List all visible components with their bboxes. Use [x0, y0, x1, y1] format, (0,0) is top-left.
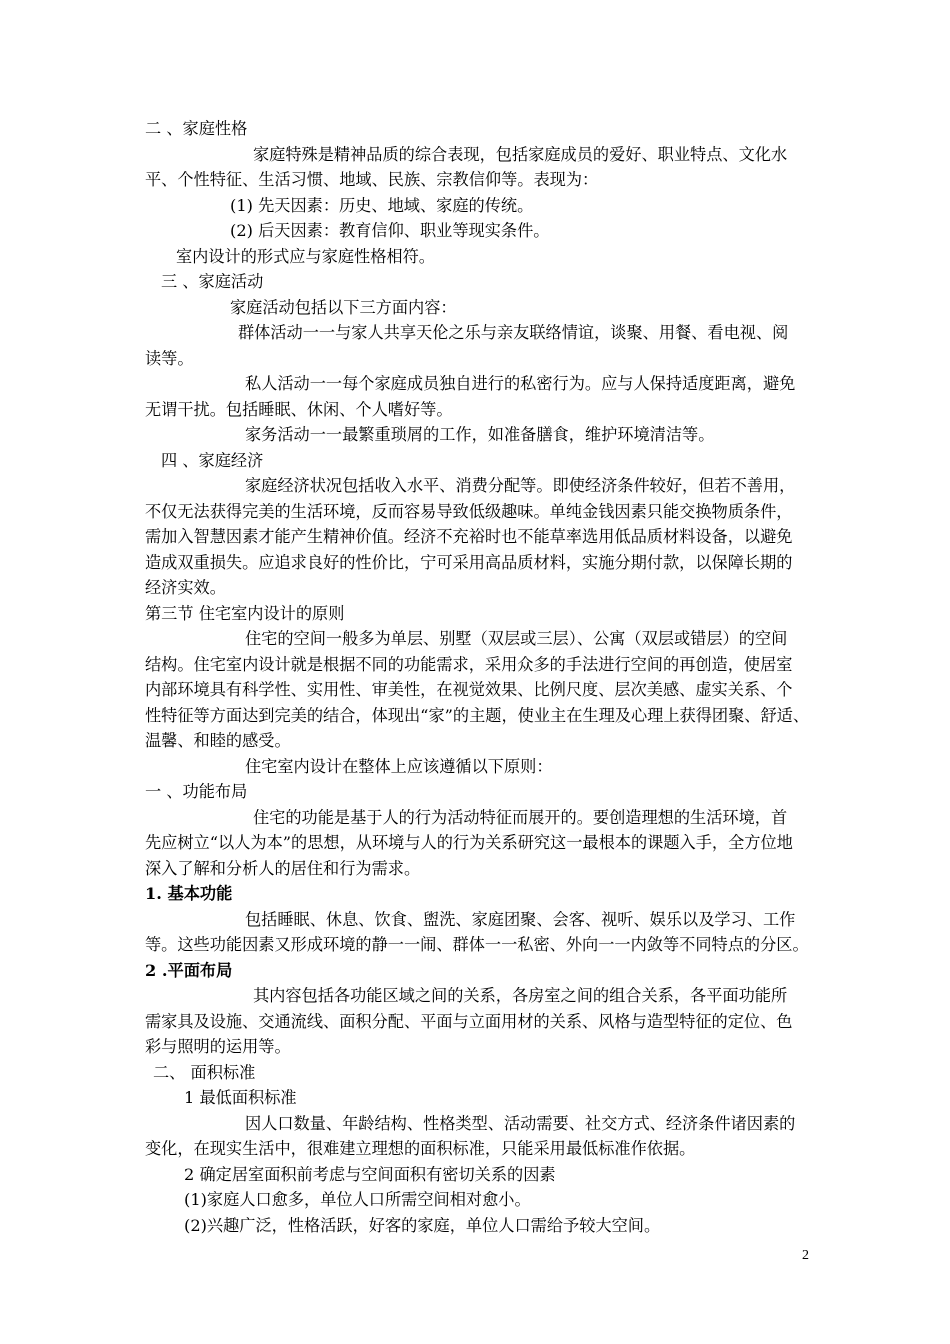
paragraph-line: 家庭特殊是精神品质的综合表现，包括家庭成员的爱好、职业特点、文化水 [253, 145, 788, 164]
paragraph-line: 深入了解和分析人的居住和行为需求。 [145, 859, 421, 878]
paragraph-line: 家务活动一一最繁重琐屑的工作，如准备膳食，维护环境清洁等。 [245, 425, 715, 444]
section-heading: 二、 面积标准 [153, 1063, 256, 1082]
list-item: (2) 后天因素：教育信仰、职业等现实条件。 [230, 221, 550, 240]
paragraph-line: 先应树立“以人为本”的思想，从环境与人的行为关系研究这一最根本的课题入手，全方位地 [145, 833, 793, 852]
subsection-heading: 1. 基本功能 [145, 884, 233, 903]
subsection-heading: 2 确定居室面积前考虑与空间面积有密切关系的因素 [184, 1165, 556, 1184]
paragraph-line: 结构。住宅室内设计就是根据不同的功能需求，采用众多的手法进行空间的再创造，使居室 [145, 655, 793, 674]
paragraph-line: 需家具及设施、交通流线、面积分配、平面与立面用材的关系、风格与造型特征的定位、色 [145, 1012, 793, 1031]
subsection-heading: 1 最低面积标准 [184, 1088, 297, 1107]
section-heading: 三 、家庭活动 [161, 272, 264, 291]
paragraph-line: 住宅室内设计在整体上应该遵循以下原则： [245, 757, 553, 776]
paragraph-line: 变化，在现实生活中，很难建立理想的面积标准，只能采用最低标准作依据。 [145, 1139, 696, 1158]
paragraph-line: 不仅无法获得完美的生活环境，反而容易导致低级趣味。单纯金钱因素只能交换物质条件， [145, 502, 793, 521]
paragraph-line: 住宅的功能是基于人的行为活动特征而展开的。要创造理想的生活环境，首 [253, 808, 788, 827]
section-heading: 二 、家庭性格 [145, 119, 248, 138]
paragraph-line: 温馨、和睦的感受。 [145, 731, 291, 750]
paragraph-line: 包括睡眠、休息、饮食、盥洗、家庭团聚、会客、视听、娱乐以及学习、工作 [245, 910, 796, 929]
list-item: (1) 先天因素：历史、地域、家庭的传统。 [230, 196, 534, 215]
paragraph-line: 室内设计的形式应与家庭性格相符。 [176, 247, 435, 266]
paragraph-line: 群体活动一一与家人共享天伦之乐与亲友联络情谊，谈聚、用餐、看电视、阅 [238, 323, 789, 342]
paragraph-line: 家庭经济状况包括收入水平、消费分配等。即使经济条件较好，但若不善用， [245, 476, 796, 495]
list-item: (1)家庭人口愈多，单位人口所需空间相对愈小。 [184, 1190, 531, 1209]
paragraph-line: 性特征等方面达到完美的结合，体现出“家”的主题，使业主在生理及心理上获得团聚、舒适、 [145, 706, 810, 725]
paragraph-line: 需加入智慧因素才能产生精神价值。经济不充裕时也不能草率选用低品质材料设备，以避免 [145, 527, 793, 546]
paragraph-line: 家庭活动包括以下三方面内容： [230, 298, 457, 317]
paragraph-line: 经济实效。 [145, 578, 226, 597]
paragraph-line: 其内容包括各功能区域之间的关系，各房室之间的组合关系，各平面功能所 [253, 986, 788, 1005]
paragraph-line: 平、个性特征、生活习惯、地域、民族、宗教信仰等。表现为： [145, 170, 599, 189]
paragraph-line: 内部环境具有科学性、实用性、审美性，在视觉效果、比例尺度、层次美感、虚实关系、个 [145, 680, 793, 699]
paragraph-line: 住宅的空间一般多为单层、别墅（双层或三层）、公寓（双层或错层）的空间 [245, 629, 788, 648]
paragraph-line: 等。这些功能因素又形成环境的静一一闹、群体一一私密、外向一一内敛等不同特点的分区。 [145, 935, 809, 954]
paragraph-line: 造成双重损失。应追求良好的性价比，宁可采用高品质材料，实施分期付款，以保障长期的 [145, 553, 793, 572]
paragraph-line: 私人活动一一每个家庭成员独自进行的私密行为。应与人保持适度距离，避免 [245, 374, 796, 393]
paragraph-line: 读等。 [145, 349, 194, 368]
paragraph-line: 彩与照明的运用等。 [145, 1037, 291, 1056]
section-heading: 第三节 住宅室内设计的原则 [145, 604, 345, 623]
section-heading: 四 、家庭经济 [161, 451, 264, 470]
paragraph-line: 无谓干扰。包括睡眠、休闲、个人嗜好等。 [145, 400, 453, 419]
section-heading: 一 、功能布局 [145, 782, 248, 801]
subsection-heading: 2 .平面布局 [145, 961, 233, 980]
list-item: (2)兴趣广泛，性格活跃，好客的家庭，单位人口需给予较大空间。 [184, 1216, 661, 1235]
page-number: 2 [802, 1248, 809, 1263]
paragraph-line: 因人口数量、年龄结构、性格类型、活动需要、社交方式、经济条件诸因素的 [245, 1114, 796, 1133]
